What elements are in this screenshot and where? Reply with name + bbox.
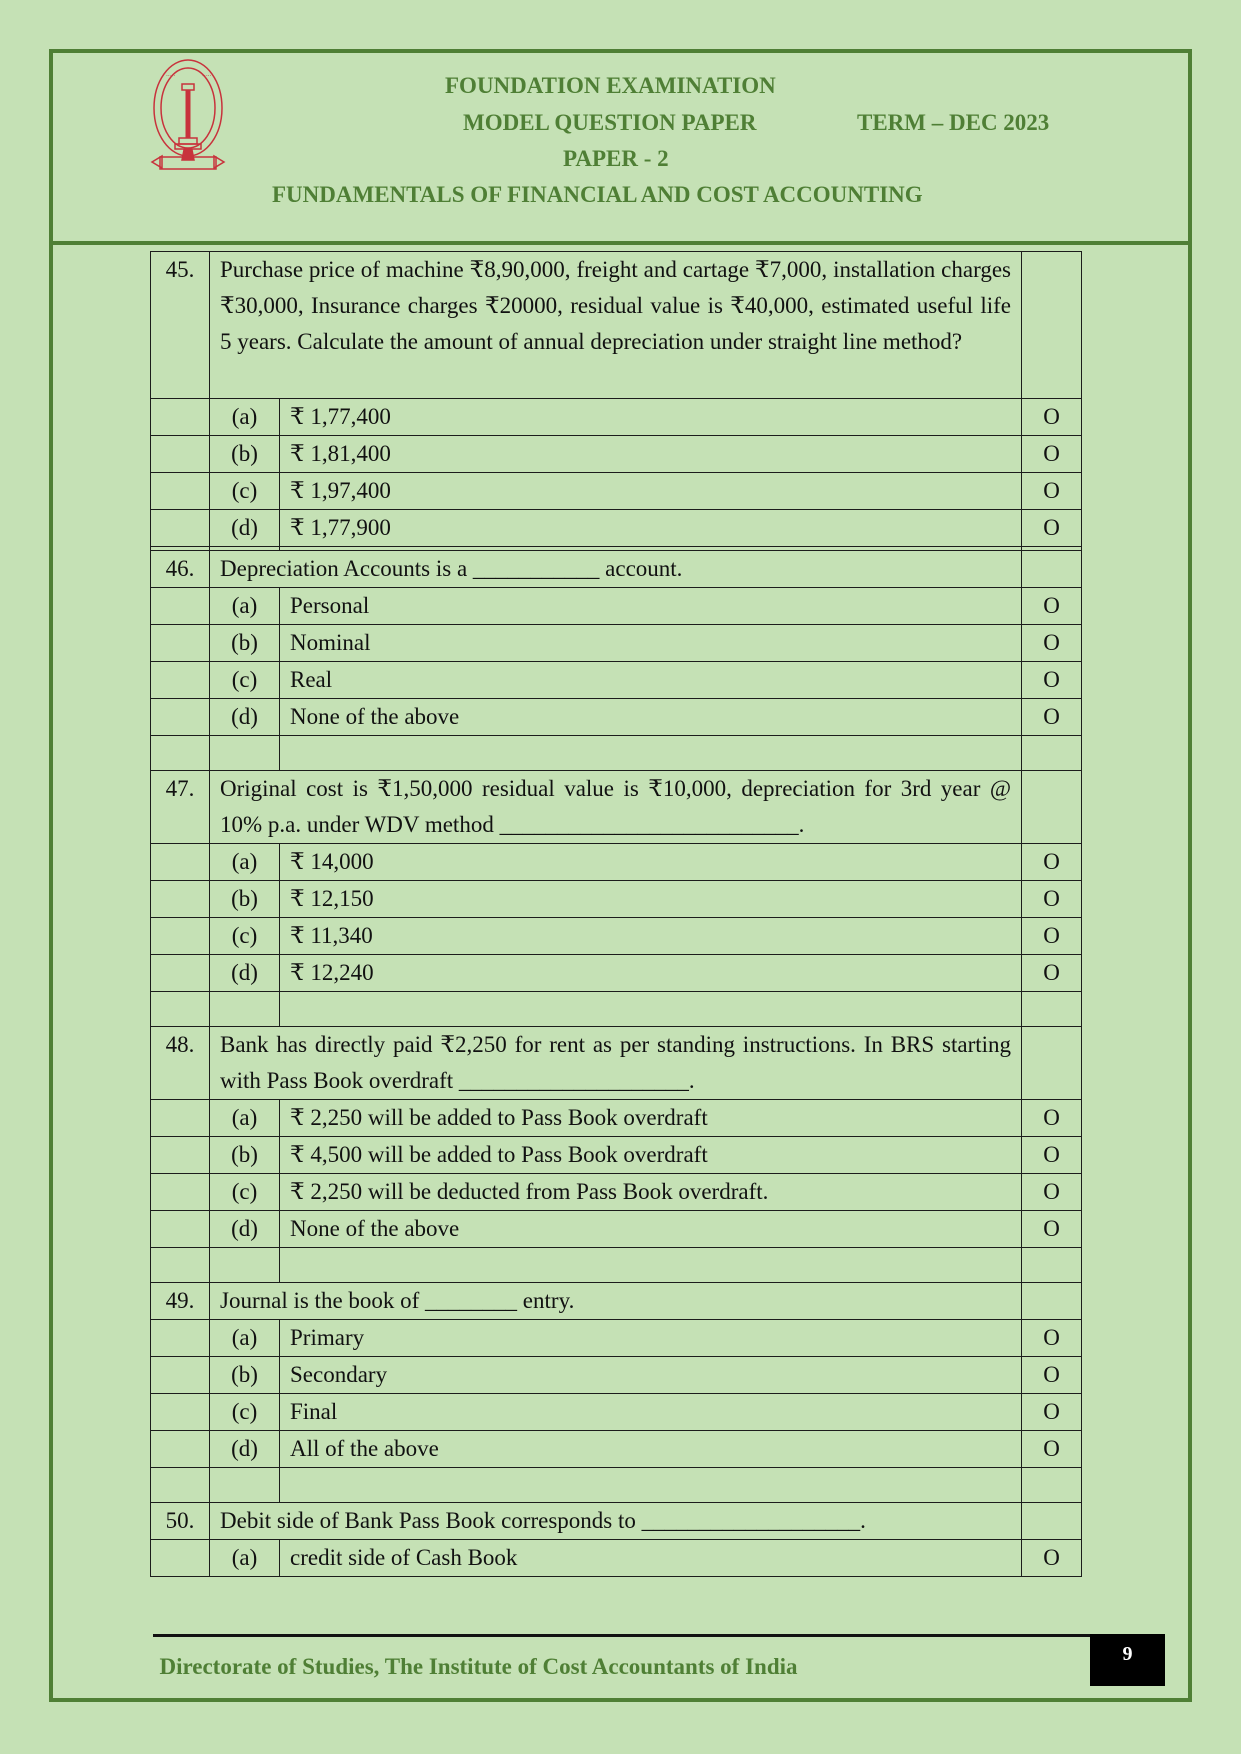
blank-cell	[280, 992, 1022, 1027]
question-number: 47.	[151, 771, 210, 844]
option-row	[151, 844, 1082, 881]
blank-cell	[210, 1248, 280, 1283]
option-label: (a)	[210, 588, 280, 625]
option-row	[151, 436, 1082, 473]
option-row	[151, 1137, 1082, 1174]
option-label: (d)	[210, 1211, 280, 1248]
svg-text:·····: ·····	[166, 73, 176, 80]
option-label: (c)	[210, 1174, 280, 1211]
option-row	[151, 955, 1082, 992]
option-row	[151, 662, 1082, 699]
question-row	[151, 252, 1082, 399]
option-label: (a)	[210, 1320, 280, 1357]
question-text: Bank has directly paid ₹2,250 for rent as per standing instructions. In BRS starting with Pass Book overdraft ____________________.	[210, 1027, 1022, 1100]
header-divider	[49, 241, 1192, 245]
option-label: (a)	[210, 1100, 280, 1137]
option-spacer-cell	[151, 1137, 210, 1174]
question-text: Journal is the book of ________ entry.	[210, 1283, 1022, 1320]
option-text: ₹ 11,340	[280, 918, 1022, 955]
answer-bubble[interactable]: O	[1022, 1137, 1082, 1174]
option-spacer-cell	[151, 955, 210, 992]
option-row	[151, 1540, 1082, 1577]
option-row	[151, 1100, 1082, 1137]
option-text: None of the above	[280, 699, 1022, 736]
blank-cell	[1022, 1468, 1082, 1503]
question-number: 46.	[151, 551, 210, 588]
option-label: (a)	[210, 844, 280, 881]
answer-bubble[interactable]: O	[1022, 436, 1082, 473]
answer-bubble[interactable]: O	[1022, 473, 1082, 510]
option-spacer-cell	[151, 918, 210, 955]
answer-cell-empty	[1022, 771, 1082, 844]
option-row	[151, 1320, 1082, 1357]
blank-cell	[1022, 736, 1082, 771]
answer-bubble[interactable]: O	[1022, 662, 1082, 699]
option-label: (a)	[210, 399, 280, 436]
blank-row	[151, 1248, 1082, 1283]
option-row	[151, 1357, 1082, 1394]
option-label: (b)	[210, 436, 280, 473]
option-spacer-cell	[151, 1540, 210, 1577]
option-label: (d)	[210, 699, 280, 736]
page-number: 9	[1090, 1634, 1165, 1686]
question-text: Depreciation Accounts is a ___________ account.	[210, 551, 1022, 588]
blank-cell	[210, 736, 280, 771]
option-spacer-cell	[151, 625, 210, 662]
answer-bubble[interactable]: O	[1022, 1431, 1082, 1468]
answer-bubble[interactable]: O	[1022, 625, 1082, 662]
option-spacer-cell	[151, 662, 210, 699]
option-text: Secondary	[280, 1357, 1022, 1394]
blank-cell	[151, 1248, 210, 1283]
questions-table	[150, 251, 1082, 1577]
option-row	[151, 1431, 1082, 1468]
option-spacer-cell	[151, 1211, 210, 1248]
option-text: ₹ 12,150	[280, 881, 1022, 918]
option-spacer-cell	[151, 844, 210, 881]
paper-type: MODEL QUESTION PAPER	[463, 110, 757, 135]
question-text: Debit side of Bank Pass Book corresponds to ___________________.	[210, 1503, 1022, 1540]
answer-bubble[interactable]: O	[1022, 399, 1082, 436]
answer-cell-empty	[1022, 1283, 1082, 1320]
footer-divider	[153, 1634, 1091, 1637]
option-spacer-cell	[151, 436, 210, 473]
question-text: Original cost is ₹1,50,000 residual value is ₹10,000, depreciation for 3rd year @ 10% p.a. under WDV method __________________________.	[210, 771, 1022, 844]
option-spacer-cell	[151, 881, 210, 918]
blank-cell	[1022, 1248, 1082, 1283]
option-text: Primary	[280, 1320, 1022, 1357]
question-row	[151, 551, 1082, 588]
answer-bubble[interactable]: O	[1022, 1320, 1082, 1357]
option-spacer-cell	[151, 1174, 210, 1211]
option-text: All of the above	[280, 1431, 1022, 1468]
option-text: credit side of Cash Book	[280, 1540, 1022, 1577]
blank-cell	[151, 992, 210, 1027]
question-number: 45.	[151, 252, 210, 399]
option-text: None of the above	[280, 1211, 1022, 1248]
answer-cell-empty	[1022, 1027, 1082, 1100]
option-row	[151, 510, 1082, 547]
blank-cell	[280, 1468, 1022, 1503]
answer-bubble[interactable]: O	[1022, 1540, 1082, 1577]
option-spacer-cell	[151, 1431, 210, 1468]
option-text: Final	[280, 1394, 1022, 1431]
term-label: TERM – DEC 2023	[857, 110, 1050, 135]
option-row	[151, 1174, 1082, 1211]
question-text: Purchase price of machine ₹8,90,000, freight and cartage ₹7,000, installation charges ₹30,000, Insurance charges ₹20000, residual value is ₹40,000, estimated useful life 5 years. Calculate the amount of annual depreciation under straight line method?	[210, 252, 1022, 399]
blank-cell	[210, 992, 280, 1027]
answer-bubble[interactable]: O	[1022, 881, 1082, 918]
option-row	[151, 699, 1082, 736]
svg-text:·····: ·····	[202, 73, 212, 80]
option-text: ₹ 4,500 will be added to Pass Book overdraft	[280, 1137, 1022, 1174]
option-spacer-cell	[151, 473, 210, 510]
question-row	[151, 771, 1082, 844]
answer-bubble[interactable]: O	[1022, 1100, 1082, 1137]
option-text: ₹ 1,77,400	[280, 399, 1022, 436]
answer-bubble[interactable]: O	[1022, 510, 1082, 547]
option-text: ₹ 1,81,400	[280, 436, 1022, 473]
subject-title: FUNDAMENTALS OF FINANCIAL AND COST ACCOUNTING	[272, 182, 923, 207]
option-label: (d)	[210, 1431, 280, 1468]
option-text: ₹ 12,240	[280, 955, 1022, 992]
option-text: ₹ 2,250 will be deducted from Pass Book overdraft.	[280, 1174, 1022, 1211]
option-label: (c)	[210, 1394, 280, 1431]
option-label: (c)	[210, 918, 280, 955]
option-spacer-cell	[151, 1320, 210, 1357]
footer-text: Directorate of Studies, The Institute of Cost Accountants of India	[159, 1654, 798, 1679]
option-row	[151, 588, 1082, 625]
blank-cell	[210, 1468, 280, 1503]
blank-row	[151, 736, 1082, 771]
answer-bubble[interactable]: O	[1022, 918, 1082, 955]
option-text: ₹ 14,000	[280, 844, 1022, 881]
option-text: Personal	[280, 588, 1022, 625]
option-label: (d)	[210, 955, 280, 992]
option-label: (b)	[210, 625, 280, 662]
question-number: 50.	[151, 1503, 210, 1540]
option-spacer-cell	[151, 1394, 210, 1431]
blank-row	[151, 1468, 1082, 1503]
option-spacer-cell	[151, 699, 210, 736]
question-number: 48.	[151, 1027, 210, 1100]
question-row	[151, 1027, 1082, 1100]
blank-cell	[151, 736, 210, 771]
option-label: (b)	[210, 881, 280, 918]
question-row	[151, 1503, 1082, 1540]
option-row	[151, 1394, 1082, 1431]
option-text: Real	[280, 662, 1022, 699]
option-label: (b)	[210, 1357, 280, 1394]
answer-bubble[interactable]: O	[1022, 1211, 1082, 1248]
option-spacer-cell	[151, 1100, 210, 1137]
question-row	[151, 1283, 1082, 1320]
option-label: (b)	[210, 1137, 280, 1174]
option-row	[151, 473, 1082, 510]
option-spacer-cell	[151, 1357, 210, 1394]
option-spacer-cell	[151, 510, 210, 547]
answer-cell-empty	[1022, 551, 1082, 588]
option-spacer-cell	[151, 588, 210, 625]
answer-cell-empty	[1022, 1503, 1082, 1540]
answer-bubble[interactable]: O	[1022, 955, 1082, 992]
answer-bubble[interactable]: O	[1022, 844, 1082, 881]
blank-row	[151, 992, 1082, 1027]
question-number: 49.	[151, 1283, 210, 1320]
institute-logo-icon	[148, 56, 228, 184]
option-row	[151, 918, 1082, 955]
option-row	[151, 399, 1082, 436]
option-label: (a)	[210, 1540, 280, 1577]
option-text: ₹ 2,250 will be added to Pass Book overdraft	[280, 1100, 1022, 1137]
option-text: Nominal	[280, 625, 1022, 662]
answer-bubble[interactable]: O	[1022, 1357, 1082, 1394]
option-text: ₹ 1,97,400	[280, 473, 1022, 510]
option-label: (d)	[210, 510, 280, 547]
answer-bubble[interactable]: O	[1022, 1394, 1082, 1431]
option-row	[151, 881, 1082, 918]
option-text: ₹ 1,77,900	[280, 510, 1022, 547]
exam-title: FOUNDATION EXAMINATION	[445, 73, 776, 98]
questions-body	[151, 252, 1082, 1577]
blank-cell	[280, 1248, 1022, 1283]
option-spacer-cell	[151, 399, 210, 436]
answer-bubble[interactable]: O	[1022, 699, 1082, 736]
option-row	[151, 625, 1082, 662]
option-label: (c)	[210, 662, 280, 699]
blank-cell	[280, 736, 1022, 771]
option-label: (c)	[210, 473, 280, 510]
blank-cell	[1022, 992, 1082, 1027]
blank-cell	[151, 1468, 210, 1503]
answer-cell-empty	[1022, 252, 1082, 399]
option-row	[151, 1211, 1082, 1248]
paper-number: PAPER - 2	[563, 146, 669, 171]
answer-bubble[interactable]: O	[1022, 1174, 1082, 1211]
answer-bubble[interactable]: O	[1022, 588, 1082, 625]
